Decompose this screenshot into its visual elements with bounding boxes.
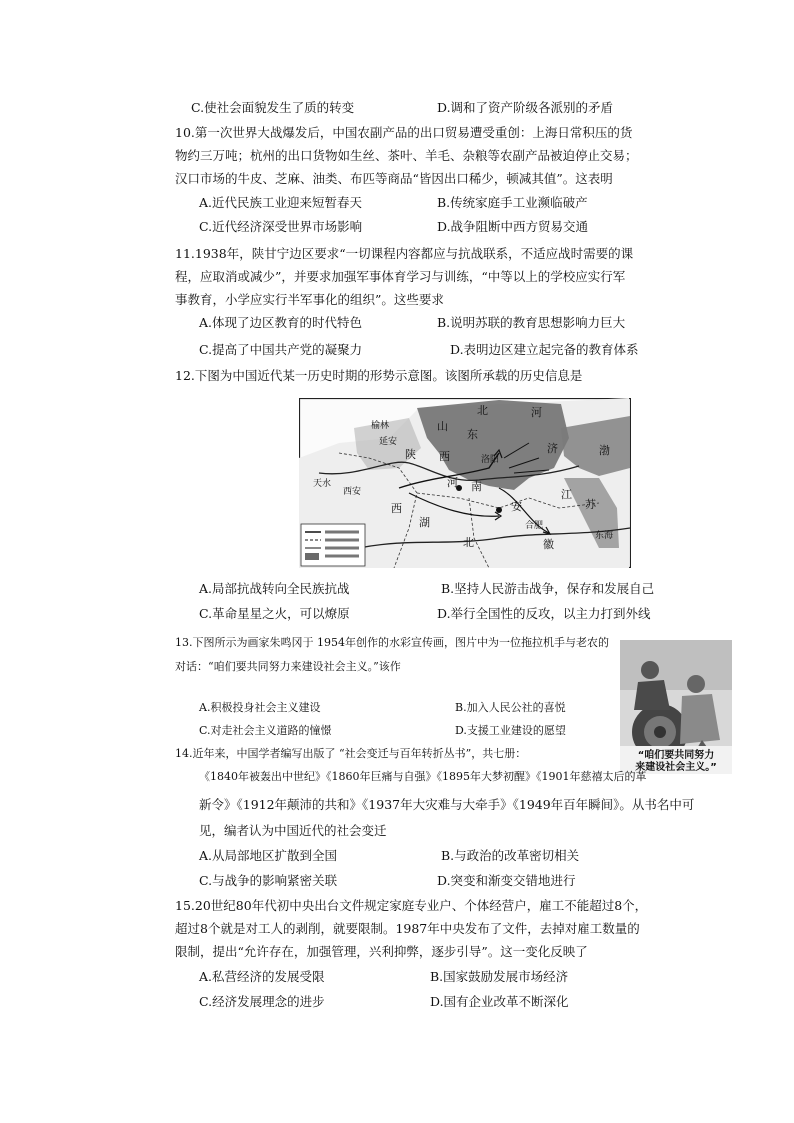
map-label: 合肥 bbox=[525, 521, 544, 531]
q12-option-d: D.举行全国性的反攻，以主力打到外线 bbox=[437, 606, 651, 621]
map-label: 洛阳 bbox=[481, 455, 500, 465]
map-label: 天水 bbox=[313, 479, 332, 489]
q10-option-d: D.战争阻断中西方贸易交通 bbox=[437, 219, 589, 234]
q15-stem-line1: 15.20世纪80年代初中央出台文件规定家庭专业户、个体经营户，雇工不能超过8个， bbox=[175, 898, 648, 913]
q15-option-b: B.国家鼓励发展市场经济 bbox=[430, 969, 569, 984]
q12-stem: 12.下图为中国近代某一历史时期的形势示意图。该图所承载的历史信息是 bbox=[175, 368, 583, 383]
map-label: 西安 bbox=[343, 487, 362, 497]
map-label: 西 bbox=[439, 450, 450, 463]
q11-stem-line3: 事教育，小学应实行半军事化的组织”。这些要求 bbox=[175, 292, 444, 307]
q13-option-a: A.积极投身社会主义建设 bbox=[199, 701, 321, 714]
q13-stem-line2: 对话：“咱们要共同努力来建设社会主义。”该作 bbox=[175, 660, 401, 673]
map-label: 河 bbox=[531, 406, 542, 419]
q10-stem-line3: 汉口市场的牛皮、芝麻、油类、布匹等商品“皆因出口稀少，顿减其值”。这表明 bbox=[175, 171, 613, 186]
q11-option-b: B.说明苏联的教育思想影响力巨大 bbox=[437, 315, 626, 330]
q12-option-a: A.局部抗战转向全民族抗战 bbox=[199, 581, 350, 596]
map-label: 南 bbox=[471, 480, 482, 493]
poster-caption-line1: “咱们要共同努力 bbox=[637, 750, 715, 761]
q15-option-c: C.经济发展理念的进步 bbox=[199, 994, 325, 1009]
map-label: 北 bbox=[463, 536, 474, 549]
q10-option-b: B.传统家庭手工业濒临破产 bbox=[437, 195, 588, 210]
map-label: 山 bbox=[437, 420, 448, 433]
map-label: 延安 bbox=[379, 437, 398, 447]
historical-map bbox=[299, 398, 631, 568]
map-label: 榆林 bbox=[371, 421, 390, 431]
q9-option-c: C.使社会面貌发生了质的转变 bbox=[191, 100, 355, 115]
poster-caption-line2: 来建设社会主义。” bbox=[635, 762, 717, 773]
q10-stem-line2: 物约三万吨；杭州的出口货物如生丝、茶叶、羊毛、杂粮等农副产品被迫停止交易； bbox=[175, 148, 638, 163]
q13-option-b: B.加入人民公社的喜悦 bbox=[455, 701, 566, 714]
map-label: 江 bbox=[561, 488, 572, 501]
map-label: 陕 bbox=[405, 448, 416, 461]
q14-option-b: B.与政治的改革密切相关 bbox=[441, 848, 580, 863]
q15-stem-line2: 超过8个就是对工人的剥削，就要限制。1987年中央发布了文件，去掉对雇工数量的 bbox=[175, 921, 640, 936]
propaganda-poster bbox=[620, 640, 732, 774]
q9-option-d: D.调和了资产阶级各派别的矛盾 bbox=[437, 100, 614, 115]
q11-stem-line2: 程，应取消或减少”，并要求加强军事体育学习与训练，“中等以上的学校应实行军 bbox=[175, 269, 626, 284]
q15-stem-line3: 限制，提出“允许存在，加强管理，兴利抑弊，逐步引导”。这一变化反映了 bbox=[175, 944, 588, 959]
map-label: 济 bbox=[547, 442, 558, 455]
q14-option-a: A.从局部地区扩散到全国 bbox=[199, 848, 338, 863]
q11-stem-line1: 11.1938年，陕甘宁边区要求“一切课程内容都应与抗战联系，不适应战时需要的课 bbox=[175, 246, 634, 261]
map-label: 湖 bbox=[419, 516, 430, 529]
q10-stem-line1: 10.第一次世界大战爆发后，中国农副产品的出口贸易遭受重创：上海日常积压的货 bbox=[175, 125, 633, 140]
q12-option-b: B.坚持人民游击战争，保存和发展自己 bbox=[441, 581, 655, 596]
map-label: 北 bbox=[477, 404, 488, 417]
map-label: 渤 bbox=[599, 444, 610, 457]
map-label: 西 bbox=[391, 502, 402, 515]
q14-option-d: D.突变和渐变交错地进行 bbox=[437, 873, 576, 888]
q10-option-c: C.近代经济深受世界市场影响 bbox=[199, 219, 363, 234]
map-label: 安 bbox=[511, 500, 522, 513]
q11-option-c: C.提高了中国共产党的凝聚力 bbox=[199, 342, 363, 357]
map-label: 徽 bbox=[543, 538, 554, 551]
q15-option-d: D.国有企业改革不断深化 bbox=[430, 994, 569, 1009]
q15-option-a: A.私营经济的发展受限 bbox=[199, 969, 325, 984]
q13-option-d: D.支援工业建设的愿望 bbox=[455, 724, 566, 737]
map-label: 东海 bbox=[595, 531, 614, 541]
q11-option-a: A.体现了边区教育的时代特色 bbox=[199, 315, 363, 330]
map-label: 河 bbox=[447, 476, 458, 489]
q12-option-c: C.革命星星之火，可以燎原 bbox=[199, 606, 350, 621]
map-label: 东 bbox=[467, 428, 478, 441]
q14-option-c: C.与战争的影响紧密关联 bbox=[199, 873, 338, 888]
q11-option-d: D.表明边区建立起完备的教育体系 bbox=[450, 342, 639, 357]
q14-stem-line4: 见，编者认为中国近代的社会变迁 bbox=[199, 823, 387, 838]
q14-stem-line2: 《1840年被轰出中世纪》《1860年巨痛与自强》《1895年大梦初醒》《1901年慈禧太后的革 bbox=[199, 770, 647, 783]
map-label: 苏 bbox=[585, 498, 596, 511]
q13-stem-line1: 13.下图所示为画家朱鸣冈于 1954年创作的水彩宣传画，图片中为一位拖拉机手与老农的 bbox=[175, 636, 609, 649]
q13-option-c: C.对走社会主义道路的憧憬 bbox=[199, 724, 332, 737]
q14-stem-line3: 新令》《1912年颠沛的共和》《1937年大灾难与大牵手》《1949年百年瞬间》。从书名中可 bbox=[199, 797, 695, 812]
q10-option-a: A.近代民族工业迎来短暂春天 bbox=[199, 195, 363, 210]
q14-stem-line1: 14.近年来，中国学者编写出版了 “社会变迁与百年转折丛书”，共七册： bbox=[175, 747, 527, 760]
